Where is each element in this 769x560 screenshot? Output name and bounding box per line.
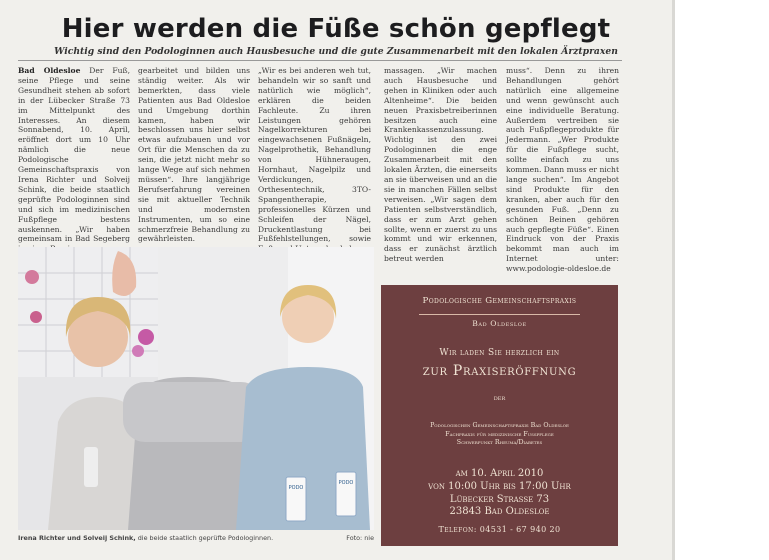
photo-caption <box>18 534 374 542</box>
subheadline: Wichtig sind den Podologinnen auch Hausbesuche und die gute Zusammenarbeit mit den lokalen Ärztpraxen <box>54 46 618 57</box>
ad-town: Bad Oldesloe <box>472 319 527 328</box>
orchid-icon <box>138 329 154 345</box>
ad-focus: Schwerpunkt Rheuma/Diabetes <box>456 439 543 447</box>
ad-practice-name: Podologische Gemeinschaftspraxis <box>422 296 577 306</box>
article-column-5 <box>506 66 619 274</box>
article-column-1 <box>18 66 130 254</box>
ad-details <box>381 422 618 448</box>
dateline: Bad Oldesloe <box>18 66 81 75</box>
caption-names: Irena Richter und Solveij Schink, <box>18 534 136 542</box>
divider <box>18 60 622 61</box>
product-box-right <box>336 472 356 516</box>
ad-city: 23843 Bad Oldesloe <box>449 506 550 518</box>
headline: Hier werden die Füße schön gepflegt <box>61 14 611 44</box>
ad-date: am 10. April 2010 <box>455 468 544 479</box>
photo-credit: Foto: nie <box>346 534 374 542</box>
column-text: muss“. Denn zu ihren Behandlungen gehört natürlich eine allgemeine und wenn gewünscht auch eine individuelle Beratung. Außerdem vertreiben sie auch Fußpflegeprodukte für Jedermann. „Wer Produkte für die Fußpflege sucht, sollte einfach zu uns kommen. Dann muss er nicht lange suchen“. Im Angebot sind Produkte für den kranken, aber auch für den gesunden Fuß. „Denn zu schönen Beinen gehören auch gepflegte Füße“. Einen Eindruck von der Praxis bekommt man auch im Internet unter: www.podologie-oldesloe.de <box>506 66 619 274</box>
column-text: gearbeitet und bilden uns ständig weiter. Als wir bemerkten, dass viele Patienten aus Bad Oldesloe und Umgebung dorthin kamen, haben wir beschlossen uns hier selbst etwas aufzubauen und vor Ort für die Menschen da zu sein, die jetzt nicht mehr so lange Wege auf sich nehmen müssen“. Ihre langjährige Berufserfahrung vereinen sie mit aktueller Technik und modernsten Instrumenten, um so eine schmerzfreie Behandlung zu gewährleisten. <box>138 66 250 244</box>
product-label: PODO <box>288 485 304 491</box>
article-column-3 <box>258 66 371 254</box>
column-text: „Wir es bei anderen weh tut, behandeln wir so sanft und natürlich wie möglich“, erklären die beiden Fachleute. Zu ihren Leistungen gehören Nagelkorrekturen bei eingewachsenen Fußnägeln, Nagelprothetik, Behandlung von Hühneraugen, Hornhaut, Nagelpilz und Verdickungen, Orthesentechnik, 3TO-Spangentherapie, professionelles Kürzen und Schleifen der Nägel, Druckentlastung bei Fußfehlstellungen, sowie <box>258 66 371 244</box>
column-text: Der Fuß, seine Pflege und seine Gesundheit stehen ab sofort in der Lübecker Straße 73 im Mittelpunkt des Interesses. An diesem Sonnabend, 10. April, eröffnet dort um 10 Uhr nämlich die neue Podologische Gemeinschaftspraxis von Irena Richter und Solveij Schink, die beide staatlich geprüfte Podologinnen sind und sich im medizinischen Fußpflege bestens auskennen. „Wir haben gemeinsam in Bad Segeberg <box>18 66 130 244</box>
ad-practice-full: Podologischen Gemeinschaftspraxis Bad Oldesloe <box>430 422 569 429</box>
ad-der: der <box>493 393 506 402</box>
ad-divider <box>419 314 580 315</box>
ad-phone: Telefon: 04531 - 67 940 20 <box>438 525 561 534</box>
ad-time: von 10:00 Uhr bis 17:00 Uhr <box>428 480 571 492</box>
page-margin <box>672 0 769 560</box>
product-box-left <box>286 477 306 521</box>
article-photo <box>18 247 374 530</box>
ad-specialty: Fachpraxis für medizinische Fusspflege <box>445 430 554 438</box>
article-column-2 <box>138 66 250 244</box>
advertisement <box>381 285 618 546</box>
caption-text: die beide staatlich geprüfte Podologinnen. <box>135 534 274 542</box>
ad-invite: Wir laden Sie herzlich ein <box>439 348 560 358</box>
product-label: PODO <box>338 480 354 486</box>
article-column-4 <box>384 66 497 264</box>
product-bottle <box>84 447 98 487</box>
ad-street: Lübecker Strasse 73 <box>449 493 550 505</box>
column-text: massagen. „Wir machen auch Hausbesuche und gehen in Kliniken oder auch Altenheime“. Die beiden neuen Praxisbetreiberinnen besitzen auch eine Krankenkassenzulassung. Wichtig ist den zwei Podologinnen die enge Zusammenarbeit mit den lokalen Ärzten, die einerseits an sie überweisen und an die sie in manchen Fällen selbst verweisen. „Wir sagen dem Patienten selbstverständlich, dass er zum Arzt gehen sollte, wenn er zuerst zu uns kommt und wir erkennen, dass er zunächst ärztlich betreut werden <box>384 66 497 264</box>
ad-event: zur Praxiseröffnung <box>422 363 577 379</box>
ad-event-info <box>381 468 618 519</box>
